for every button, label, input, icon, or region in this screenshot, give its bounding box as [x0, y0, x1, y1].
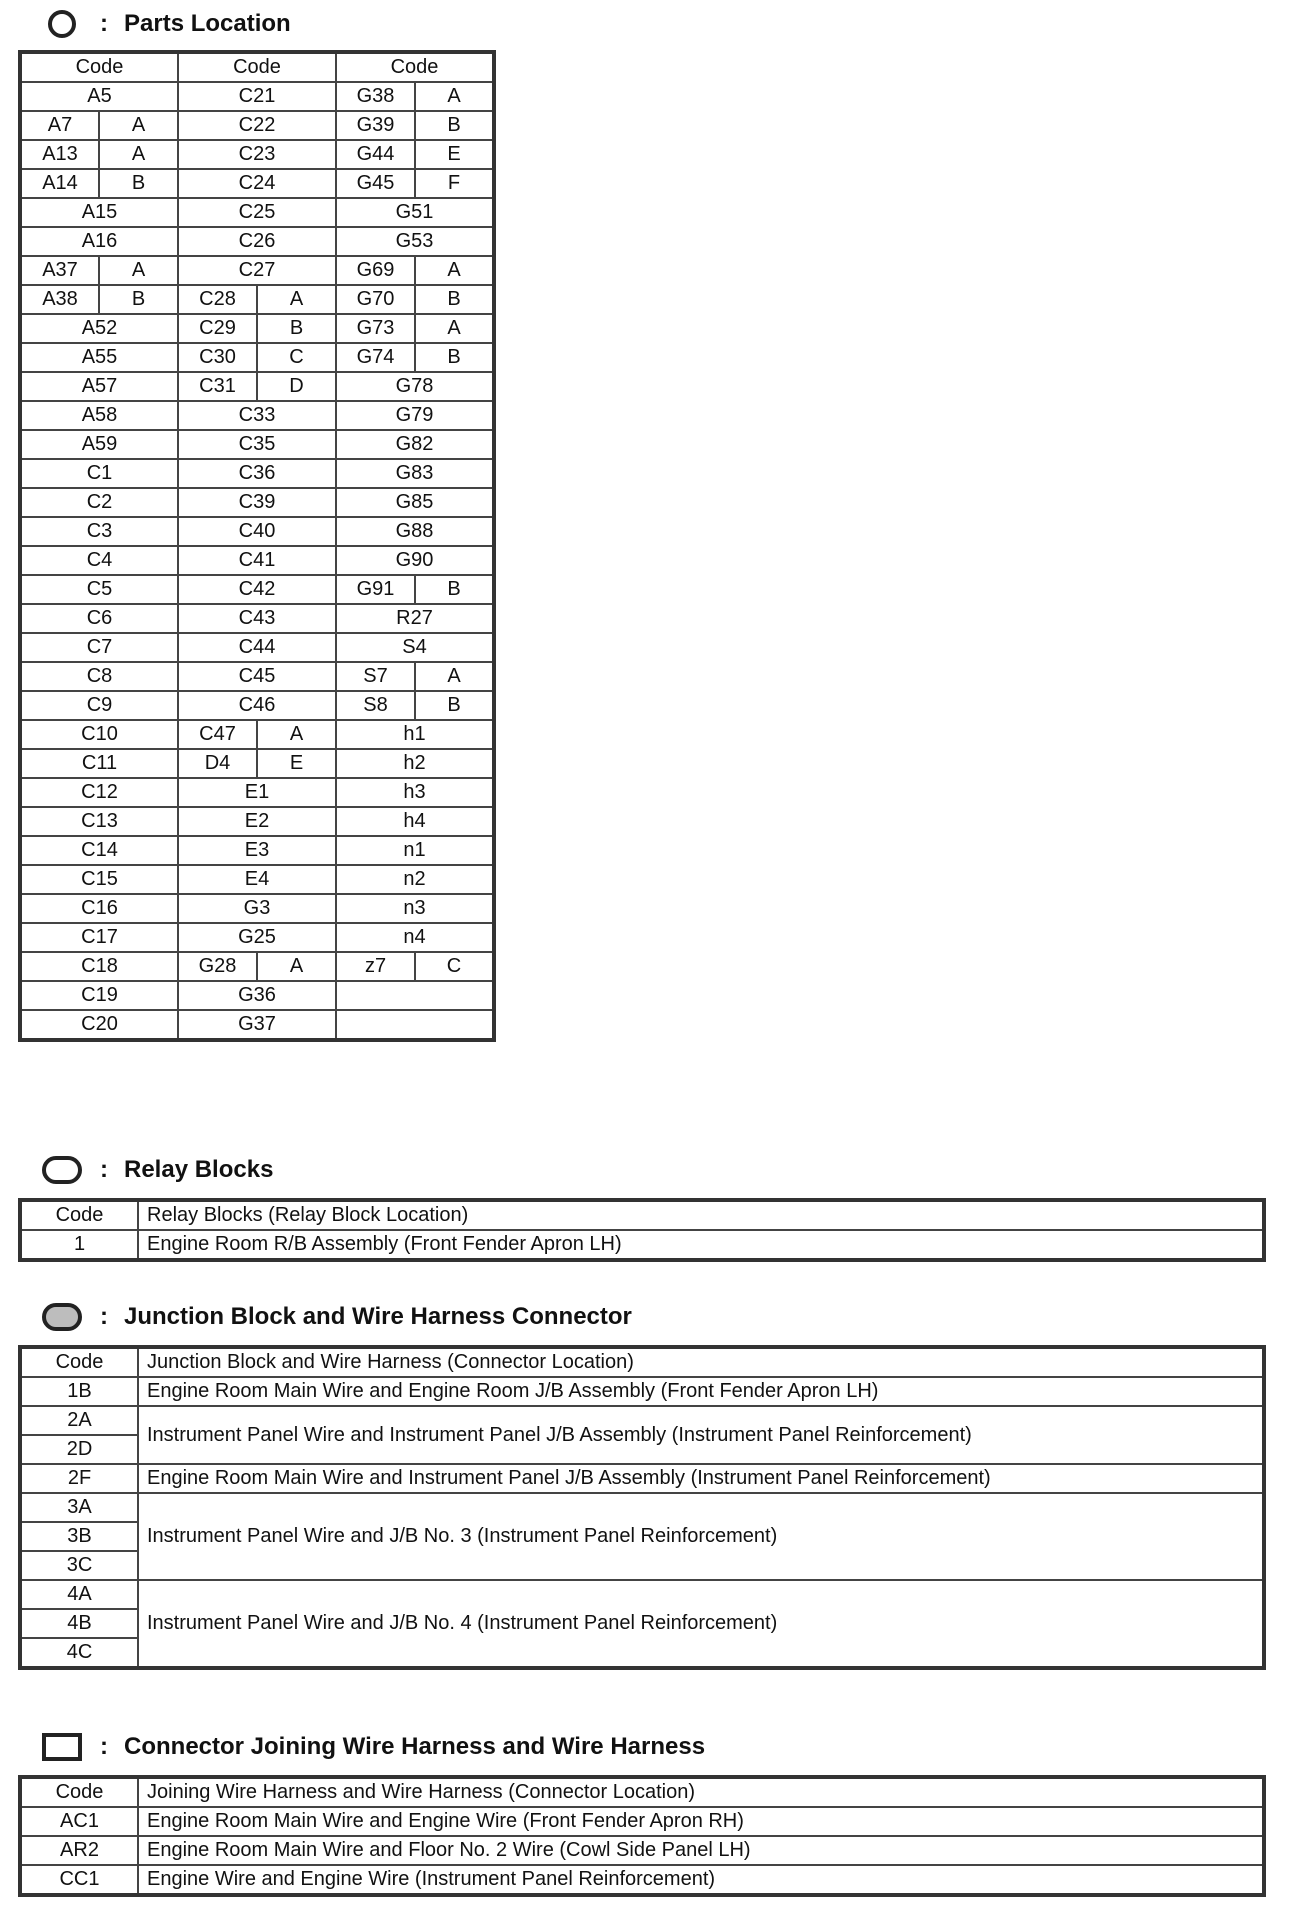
code-cell: G39 [336, 111, 415, 140]
table-row [20, 807, 494, 836]
code-cell: C1 [20, 459, 178, 488]
code-cell: C8 [20, 662, 178, 691]
code-cell: C12 [20, 778, 178, 807]
table-row [20, 459, 494, 488]
code-cell: S7 [336, 662, 415, 691]
code-cell: C16 [20, 894, 178, 923]
code-cell: C3 [20, 517, 178, 546]
code-cell: G25 [178, 923, 336, 952]
colon: : [100, 10, 108, 37]
junction-block-table [18, 1345, 1266, 1670]
table-row [20, 923, 494, 952]
code-cell: h4 [336, 807, 494, 836]
table-row [20, 633, 494, 662]
table-row [20, 604, 494, 633]
code-cell: n4 [336, 923, 494, 952]
code-cell: C14 [20, 836, 178, 865]
header-desc-cell: Relay Blocks (Relay Block Location) [138, 1200, 1264, 1230]
table-row [20, 1010, 494, 1040]
header-cell: Code [336, 52, 494, 82]
description-cell: Engine Room Main Wire and Engine Wire (Front Fender Apron RH) [138, 1807, 1264, 1836]
code-cell: A37 [20, 256, 99, 285]
table-row [20, 430, 494, 459]
table-row [20, 488, 494, 517]
table-row [20, 575, 494, 604]
code-cell: n2 [336, 865, 494, 894]
description-cell: Engine Room Main Wire and Instrument Panel J/B Assembly (Instrument Panel Reinforcement) [138, 1464, 1264, 1493]
rounded-oval-icon [40, 1154, 84, 1186]
code-cell: C17 [20, 923, 178, 952]
location-cell: B [99, 285, 178, 314]
code-cell: C10 [20, 720, 178, 749]
code-cell: G73 [336, 314, 415, 343]
table-row [20, 952, 494, 981]
code-cell: G3 [178, 894, 336, 923]
code-cell: E4 [178, 865, 336, 894]
code-cell: G44 [336, 140, 415, 169]
code-cell: C22 [178, 111, 336, 140]
code-cell: C47 [178, 720, 257, 749]
code-cell: G51 [336, 198, 494, 227]
shaded-oval-icon [40, 1301, 84, 1333]
connector-joining-table [18, 1775, 1266, 1897]
code-cell: C6 [20, 604, 178, 633]
code-cell: CC1 [20, 1865, 138, 1895]
code-cell: S4 [336, 633, 494, 662]
code-cell: C41 [178, 546, 336, 575]
header-desc-cell: Joining Wire Harness and Wire Harness (Connector Location) [138, 1777, 1264, 1807]
description-cell: Engine Wire and Engine Wire (Instrument Panel Reinforcement) [138, 1865, 1264, 1895]
code-cell: E3 [178, 836, 336, 865]
code-cell: 1 [20, 1230, 138, 1260]
code-cell: A7 [20, 111, 99, 140]
table-header-row [20, 52, 494, 82]
table-row [20, 401, 494, 430]
code-cell: G90 [336, 546, 494, 575]
code-cell: G74 [336, 343, 415, 372]
code-cell: C5 [20, 575, 178, 604]
section-title: Connector Joining Wire Harness and Wire Harness [124, 1733, 706, 1760]
code-cell: C9 [20, 691, 178, 720]
code-cell: z7 [336, 952, 415, 981]
code-cell: C23 [178, 140, 336, 169]
code-cell: G53 [336, 227, 494, 256]
code-cell: C4 [20, 546, 178, 575]
table-header-row [20, 1200, 1264, 1230]
location-cell: F [415, 169, 494, 198]
code-cell: G36 [178, 981, 336, 1010]
code-cell: A55 [20, 343, 178, 372]
code-cell: AR2 [20, 1836, 138, 1865]
junction-block-header [40, 1297, 632, 1337]
relay-blocks-table [18, 1198, 1266, 1262]
code-cell: G85 [336, 488, 494, 517]
code-cell: C44 [178, 633, 336, 662]
code-cell: 1B [20, 1377, 138, 1406]
table-row [20, 691, 494, 720]
code-cell: A52 [20, 314, 178, 343]
code-cell: C2 [20, 488, 178, 517]
table-row [20, 1464, 1264, 1493]
code-cell: C15 [20, 865, 178, 894]
code-cell: C18 [20, 952, 178, 981]
table-row [20, 198, 494, 227]
table-row [20, 1807, 1264, 1836]
code-cell: C46 [178, 691, 336, 720]
code-cell: D4 [178, 749, 257, 778]
code-cell: G45 [336, 169, 415, 198]
code-cell: G79 [336, 401, 494, 430]
table-row [20, 981, 494, 1010]
location-cell: B [415, 343, 494, 372]
location-cell: B [99, 169, 178, 198]
location-cell: A [415, 82, 494, 111]
description-cell: Instrument Panel Wire and J/B No. 4 (Instrument Panel Reinforcement) [138, 1580, 1264, 1668]
location-cell: E [415, 140, 494, 169]
code-cell: h3 [336, 778, 494, 807]
code-cell: 3A [20, 1493, 138, 1522]
table-row [20, 778, 494, 807]
table-header-row [20, 1777, 1264, 1807]
header-desc-cell: Junction Block and Wire Harness (Connector Location) [138, 1347, 1264, 1377]
table-row [20, 546, 494, 575]
table-row [20, 169, 494, 198]
table-row [20, 1377, 1264, 1406]
code-cell: C27 [178, 256, 336, 285]
relay-blocks-header [40, 1150, 273, 1190]
table-row [20, 1493, 1264, 1522]
description-cell: Instrument Panel Wire and J/B No. 3 (Instrument Panel Reinforcement) [138, 1493, 1264, 1580]
header-code-cell: Code [20, 1347, 138, 1377]
parts-location-table [18, 50, 496, 1042]
colon: : [100, 1303, 108, 1330]
colon: : [100, 1733, 108, 1760]
section-title: Junction Block and Wire Harness Connector [124, 1303, 632, 1330]
colon: : [100, 1156, 108, 1183]
location-cell: C [415, 952, 494, 981]
table-row [20, 372, 494, 401]
location-cell: B [415, 285, 494, 314]
description-cell: Engine Room R/B Assembly (Front Fender Apron LH) [138, 1230, 1264, 1260]
code-cell: 4C [20, 1638, 138, 1668]
location-cell: A [99, 111, 178, 140]
location-cell: A [415, 314, 494, 343]
code-cell: A57 [20, 372, 178, 401]
location-cell: A [257, 952, 336, 981]
location-cell: A [257, 285, 336, 314]
code-cell: R27 [336, 604, 494, 633]
parts-location-header [40, 4, 291, 44]
table-row [20, 285, 494, 314]
code-cell: AC1 [20, 1807, 138, 1836]
location-cell: A [257, 720, 336, 749]
table-row [20, 140, 494, 169]
location-cell: A [99, 256, 178, 285]
code-cell: A13 [20, 140, 99, 169]
table-row [20, 1836, 1264, 1865]
code-cell: C43 [178, 604, 336, 633]
code-cell: C28 [178, 285, 257, 314]
description-cell: Engine Room Main Wire and Engine Room J/B Assembly (Front Fender Apron LH) [138, 1377, 1264, 1406]
code-cell: h2 [336, 749, 494, 778]
code-cell: C31 [178, 372, 257, 401]
table-row [20, 1580, 1264, 1609]
code-cell: G82 [336, 430, 494, 459]
code-cell: G38 [336, 82, 415, 111]
table-row [20, 256, 494, 285]
code-cell: A38 [20, 285, 99, 314]
connector-joining-header [40, 1727, 705, 1767]
table-row [20, 1230, 1264, 1260]
code-cell: 2D [20, 1435, 138, 1464]
location-cell: A [99, 140, 178, 169]
code-cell: G28 [178, 952, 257, 981]
table-row [20, 662, 494, 691]
table-row [20, 343, 494, 372]
header-code-cell: Code [20, 1200, 138, 1230]
description-cell: Engine Room Main Wire and Floor No. 2 Wire (Cowl Side Panel LH) [138, 1836, 1264, 1865]
section-title: Relay Blocks [124, 1156, 274, 1183]
code-cell: G70 [336, 285, 415, 314]
code-cell: 3C [20, 1551, 138, 1580]
code-cell: C35 [178, 430, 336, 459]
table-row [20, 314, 494, 343]
location-cell: B [415, 111, 494, 140]
code-cell: C29 [178, 314, 257, 343]
open-circle-icon [40, 8, 84, 40]
description-cell: Instrument Panel Wire and Instrument Panel J/B Assembly (Instrument Panel Reinforcement) [138, 1406, 1264, 1464]
rectangle-icon [40, 1731, 84, 1763]
section-title: Parts Location [124, 10, 291, 37]
location-cell: A [415, 256, 494, 285]
location-cell: B [257, 314, 336, 343]
code-cell: A59 [20, 430, 178, 459]
code-cell: 4A [20, 1580, 138, 1609]
code-cell: C21 [178, 82, 336, 111]
location-cell: E [257, 749, 336, 778]
code-cell: 2F [20, 1464, 138, 1493]
location-cell: B [415, 691, 494, 720]
code-cell: n3 [336, 894, 494, 923]
code-cell: C39 [178, 488, 336, 517]
code-cell: C11 [20, 749, 178, 778]
header-cell: Code [20, 52, 178, 82]
table-row [20, 749, 494, 778]
table-row [20, 865, 494, 894]
code-cell: h1 [336, 720, 494, 749]
code-cell: A16 [20, 227, 178, 256]
code-cell: A58 [20, 401, 178, 430]
code-cell: C20 [20, 1010, 178, 1040]
code-cell: C25 [178, 198, 336, 227]
location-cell: B [415, 575, 494, 604]
header-cell: Code [178, 52, 336, 82]
code-cell: E2 [178, 807, 336, 836]
code-cell: S8 [336, 691, 415, 720]
table-row [20, 1865, 1264, 1895]
table-row [20, 227, 494, 256]
code-cell: A14 [20, 169, 99, 198]
code-cell: C45 [178, 662, 336, 691]
code-cell: G91 [336, 575, 415, 604]
code-cell: A15 [20, 198, 178, 227]
table-row [20, 836, 494, 865]
code-cell: C26 [178, 227, 336, 256]
code-cell: G69 [336, 256, 415, 285]
table-row [20, 720, 494, 749]
code-cell: C30 [178, 343, 257, 372]
code-cell [336, 981, 494, 1010]
header-code-cell: Code [20, 1777, 138, 1807]
code-cell: G88 [336, 517, 494, 546]
code-cell: C24 [178, 169, 336, 198]
code-cell: 4B [20, 1609, 138, 1638]
code-cell: C36 [178, 459, 336, 488]
location-cell: D [257, 372, 336, 401]
code-cell: 2A [20, 1406, 138, 1435]
code-cell: n1 [336, 836, 494, 865]
table-row [20, 111, 494, 140]
table-row [20, 517, 494, 546]
location-cell: C [257, 343, 336, 372]
code-cell: E1 [178, 778, 336, 807]
code-cell: C42 [178, 575, 336, 604]
table-row [20, 1406, 1264, 1435]
table-row [20, 82, 494, 111]
code-cell: C33 [178, 401, 336, 430]
code-cell: C19 [20, 981, 178, 1010]
code-cell: 3B [20, 1522, 138, 1551]
code-cell: G78 [336, 372, 494, 401]
table-header-row [20, 1347, 1264, 1377]
code-cell: G37 [178, 1010, 336, 1040]
location-cell: A [415, 662, 494, 691]
code-cell [336, 1010, 494, 1040]
code-cell: A5 [20, 82, 178, 111]
code-cell: C7 [20, 633, 178, 662]
code-cell: C40 [178, 517, 336, 546]
table-row [20, 894, 494, 923]
code-cell: C13 [20, 807, 178, 836]
code-cell: G83 [336, 459, 494, 488]
